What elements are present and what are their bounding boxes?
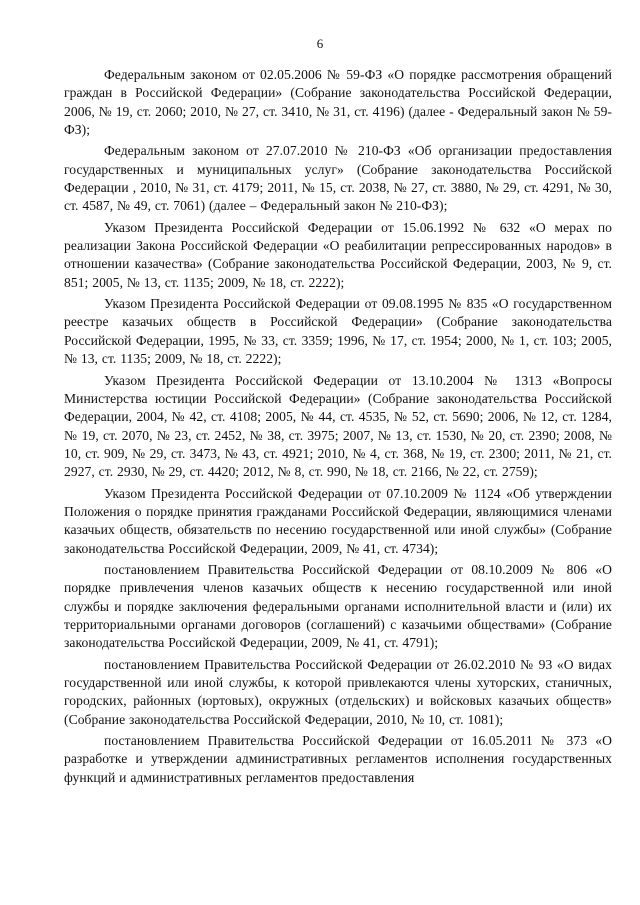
paragraph-federal-law-59: Федеральным законом от 02.05.2006 № 59-ФЗ «О порядке рассмотрения обращений граждан в Российской Федерации» (Собрание законодательства Российской Федерации, 2006, № 19, ст. 2060; 2010, № 27, ст. 3410, № 31, ст. 4196) (далее - Федеральный закон № 59-ФЗ);	[64, 67, 612, 138]
paragraph-federal-law-210: Федеральным законом от 27.07.2010 № 210-ФЗ «Об организации предоставления государственных и муниципальных услуг» (Собрание законодательства Российской Федерации , 2010, № 31, ст. 4179; 2011, № 15, ст. 2038, № 27, ст. 3880, № 29, ст. 4291, № 30, ст. 4587, № 49, ст. 7061) (далее – Федеральный закон № 210-ФЗ);	[64, 143, 612, 214]
paragraph-decree-632: Указом Президента Российской Федерации от 15.06.1992 № 632 «О мерах по реализации Закона Российской Федерации «О реабилитации репрессированных народов» в отношении казачества» (Собрание законодательства Российской Федерации, 2003, № 9, ст. 851; 2005, № 13, ст. 1135; 2009, № 18, ст. 2222);	[64, 219, 612, 290]
page-number: 6	[316, 36, 324, 51]
paragraph-resolution-806: постановлением Правительства Российской Федерации от 08.10.2009 № 806 «О порядке привлечения членов казачьих обществ к несению государственной или иной службы и порядке заключения федеральными органами исполнительной власти и (или) их территориальными органами договоров (соглашений) с казачьими обществами» (Собрание законодательства Российской Федерации, 2009, № 41, ст. 4791);	[64, 561, 612, 651]
document-body	[64, 66, 612, 787]
paragraph-decree-1313: Указом Президента Российской Федерации от 13.10.2004 № 1313 «Вопросы Министерства юстиции Российской Федерации» (Собрание законодательства Российской Федерации, 2004, № 42, ст. 4108; 2005, № 44, ст. 4535, № 52, ст. 5690; 2006, № 12, ст. 1284, № 19, ст. 2070, № 23, ст. 2452, № 38, ст. 3975; 2007, № 13, ст. 1530, № 20, ст. 2390; 2008, № 10, ст. 909, № 29, ст. 3473, № 43, ст. 4921; 2010, № 4, ст. 368, № 19, ст. 2300; 2011, № 21, ст. 2927, ст. 2930, № 29, ст. 4420; 2012, № 8, ст. 990, № 18, ст. 2166, № 22, ст. 2759);	[64, 372, 612, 480]
paragraph-decree-1124: Указом Президента Российской Федерации от 07.10.2009 № 1124 «Об утверждении Положения о порядке принятия гражданами Российской Федерации, являющимися членами казачьих обществ, обязательств по несению государственной или иной службы» (Собрание законодательства Российской Федерации, 2009, № 41, ст. 4734);	[64, 485, 612, 556]
paragraph-decree-835: Указом Президента Российской Федерации от 09.08.1995 № 835 «О государственном реестре казачьих обществ в Российской Федерации» (Собрание законодательства Российской Федерации, 1995, № 33, ст. 3359; 1996, № 17, ст. 1954; 2000, № 1, ст. 103; 2005, № 13, ст. 1135; 2009, № 18, ст. 2222);	[64, 296, 612, 367]
paragraph-resolution-93: постановлением Правительства Российской Федерации от 26.02.2010 № 93 «О видах государственной или иной службы, к которой привлекаются члены хуторских, станичных, городских, районных (юртовых), окружных (отдельских) и войсковых казачьих обществ» (Собрание законодательства Российской Федерации, 2010, № 10, ст. 1081);	[64, 656, 612, 727]
paragraph-resolution-373: постановлением Правительства Российской Федерации от 16.05.2011 № 373 «О разработке и утверждении административных регламентов исполнения государственных функций и административных регламентов предоставления	[64, 733, 612, 785]
